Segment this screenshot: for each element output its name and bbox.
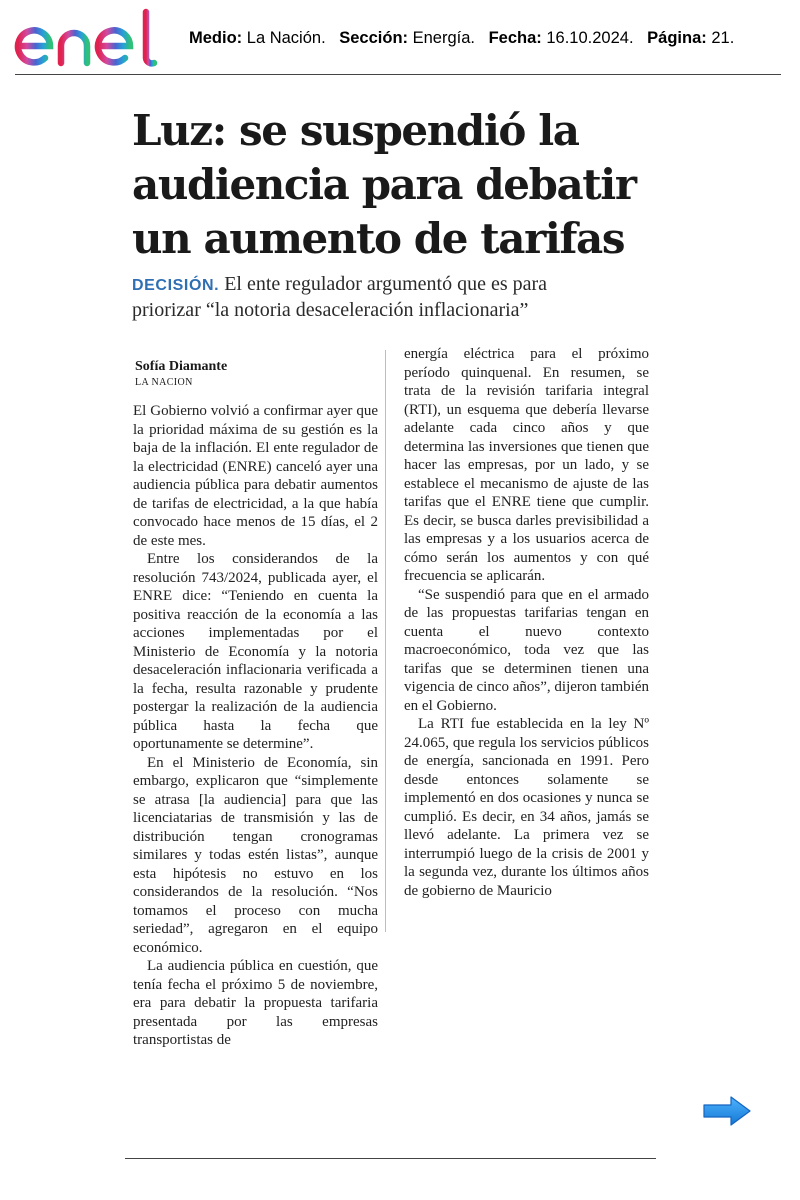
seccion-value: Energía. xyxy=(412,29,475,47)
fecha-label: Fecha: xyxy=(488,29,542,47)
deck-tag: DECISIÓN. xyxy=(132,277,220,294)
paragraph: La audiencia pública en cuestión, que tenía fecha el próximo 5 de noviembre, era para debatir la propuesta tarifaria presentada por las empresas transportistas de xyxy=(133,958,378,1048)
article-headline xyxy=(132,104,732,266)
pagina-value: 21. xyxy=(711,29,735,47)
paragraph: “Se suspendió para que en el armado de las propuestas tarifarias tengan en cuenta el nuevo contexto macroeconómico, toda vez que las tarifas que se determinen tienen una vigencia de cinco años”, dijeron también en el Gobierno. xyxy=(404,586,649,714)
pagina-label: Página: xyxy=(647,29,707,47)
paragraph: El Gobierno volvió a confirmar ayer que la prioridad máxima de su gestión es la baja de la inflación. El ente regulador de la electricidad (ENRE) canceló ayer una audiencia pública para debatir aumentos de tarifas de electricidad, a la que había convocado hace menos de 15 días, el 2 de este mes. xyxy=(133,403,378,549)
fecha-value: 16.10.2024. xyxy=(546,29,634,47)
headline-line: Luz: se suspendió la xyxy=(132,106,579,155)
header-divider xyxy=(15,74,781,75)
paragraph: En el Ministerio de Economía, sin embargo, explicaron que “simplemente se atrasa [la audiencia] para que las licenciatarias de transmisión y las de distribución tengan cronogramas similares y todas estén listas”, aunque esta hipótesis no estuvo en los considerandos de la resolución. “Nos tomamos el proceso con mucha seriedad”, agregaron en el equipo económico. xyxy=(133,754,378,956)
column-divider xyxy=(385,350,386,932)
paragraph: Entre los considerandos de la resolución 743/2024, publicada ayer, el ENRE dice: “Teniendo en cuenta la positiva reacción de la economía a las acciones implementadas por el Ministerio de Economía y la notoria desaceleración inflacionaria verificada a la fecha, resulta razonable y prudente postergar la realización de la audiencia pública hasta la fecha que oportunamente se determine”. xyxy=(133,551,378,752)
headline-line: un aumento de tarifas xyxy=(132,214,625,263)
paragraph: energía eléctrica para el próximo período quinquenal. En resumen, se trata de la revisión tarifaria integral (RTI), un esquema que debería llevarse adelante cada cinco años y que determina las inversiones que tienen que hacer las empresas, por un lado, y se establece el mecanismo de ajuste de las tarifas que el ENRE tiene que cumplir. Es decir, se busca darles previsibilidad a las empresas y a los usuarios acerca de cómo serán los aumentos y con qué frecuencia se aplicarán. xyxy=(404,346,649,584)
author-name: Sofía Diamante xyxy=(135,359,228,374)
paragraph: La RTI fue establecida en la ley Nº 24.065, que regula los servicios públicos de energía, sancionada en 1991. Pero desde entonces solamente se implementó en dos ocasiones y nunca se cumplió. Es decir, en 34 años, jamás se llevó adelante. La primera vez se interrumpió luego de la crisis de 2001 y la segunda vez, durante los últimos años de gobierno de Mauricio xyxy=(404,716,649,899)
enel-logo xyxy=(14,8,180,70)
outlet-name: LA NACION xyxy=(135,377,193,388)
deck-line: priorizar “la notoria desaceleración inflacionaria” xyxy=(132,299,529,321)
article-column-1 xyxy=(133,402,378,1050)
headline-line: audiencia para debatir xyxy=(132,160,636,209)
medio-value: La Nación. xyxy=(246,29,326,47)
article-column-2 xyxy=(404,345,649,900)
seccion-label: Sección: xyxy=(339,29,409,47)
byline xyxy=(135,358,227,390)
next-page-arrow-icon[interactable] xyxy=(702,1094,752,1128)
footer-divider xyxy=(125,1158,656,1159)
medio-label: Medio: xyxy=(189,29,243,47)
press-clipping-info xyxy=(189,29,734,48)
article-deck xyxy=(132,272,652,322)
deck-line: El ente regulador argumentó que es para xyxy=(224,273,548,295)
